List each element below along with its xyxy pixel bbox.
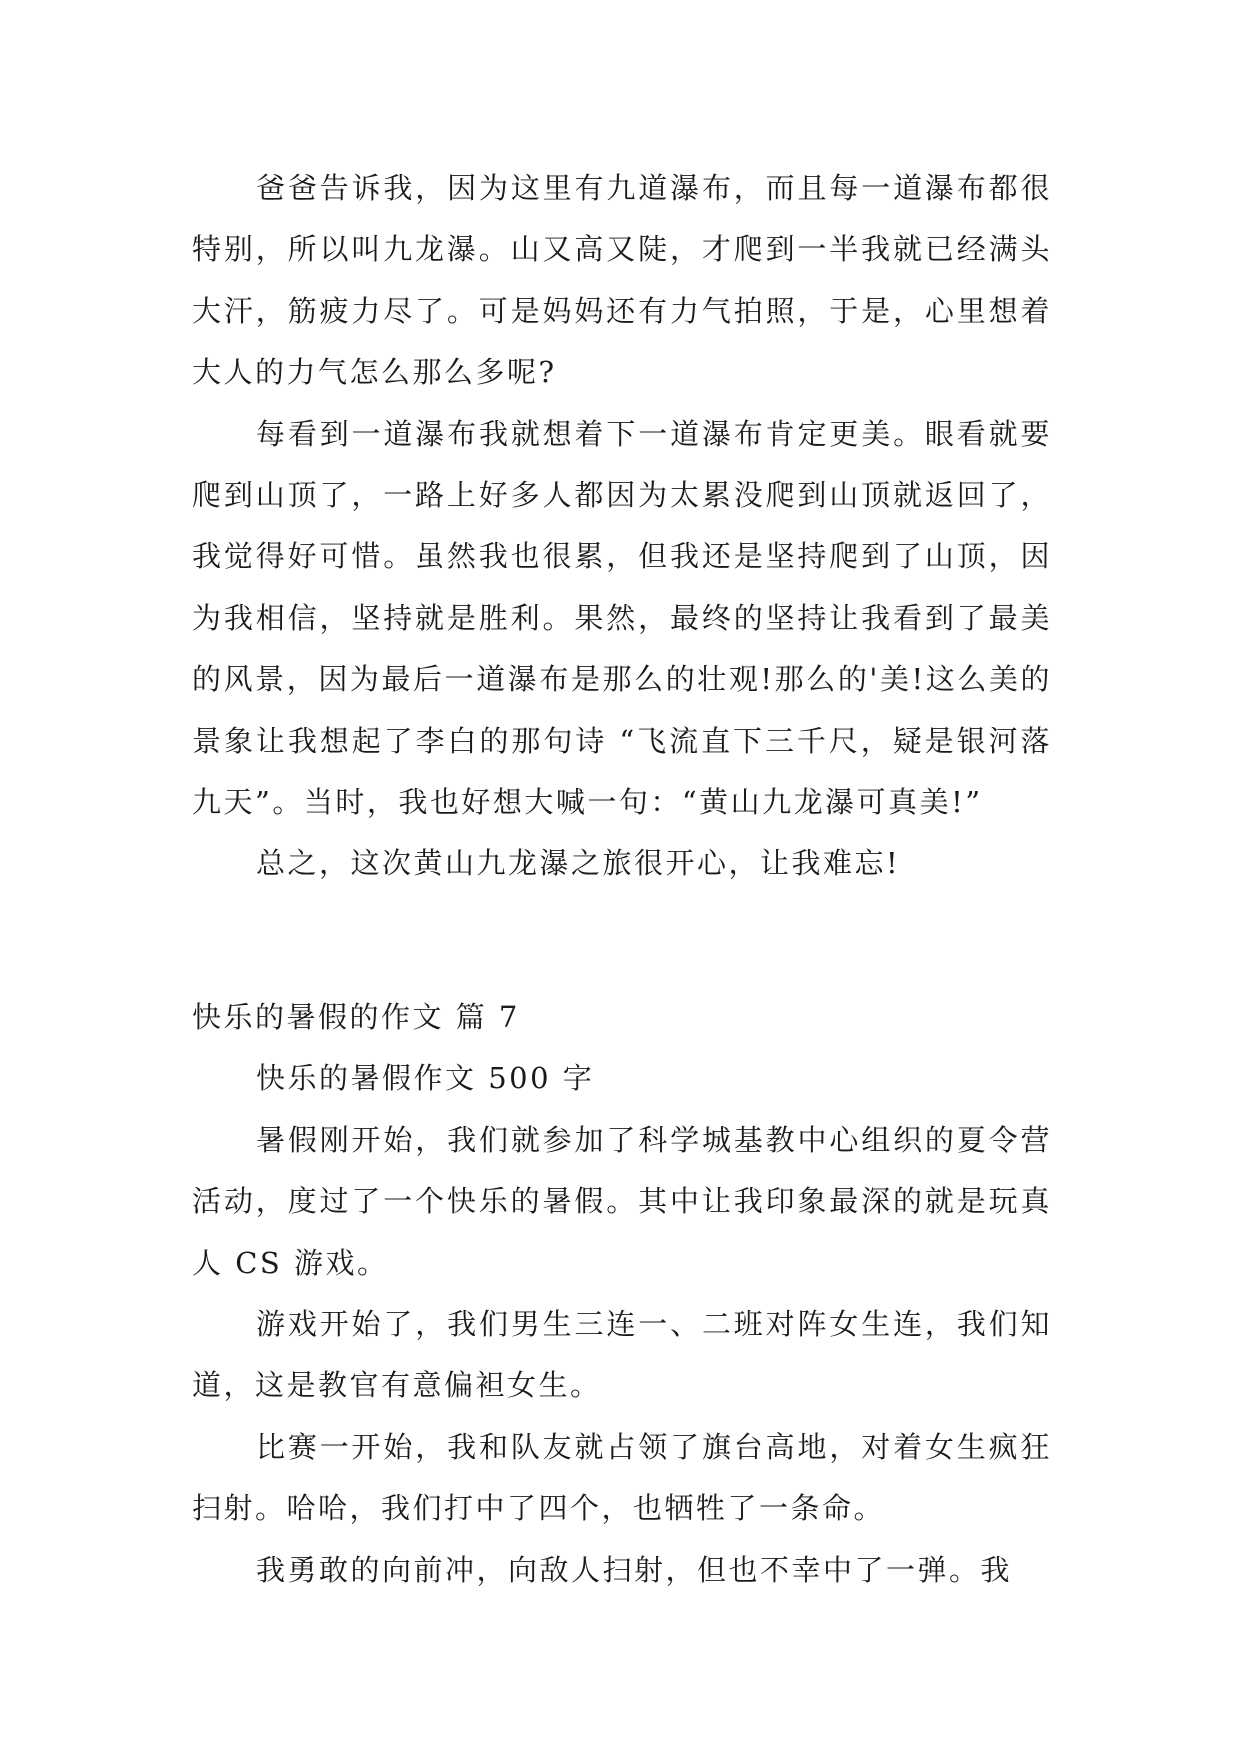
paragraph-game-start: 游戏开始了，我们男生三连一、二班对阵女生连，我们知道，这是教官有意偏袒女生。	[192, 1306, 1052, 1403]
paragraph-match-begin: 比赛一开始，我和队友就占领了旗台高地，对着女生疯狂扫射。哈哈，我们打中了四个，也牺牲了一条命。	[192, 1429, 1052, 1526]
paragraph-conclusion: 总之，这次黄山九龙瀑之旅很开心，让我难忘!	[256, 846, 901, 881]
document-body	[192, 158, 1052, 1601]
essay-subtitle: 快乐的暑假作文 500 字	[256, 1061, 595, 1096]
paragraph-charge: 我勇敢的向前冲，向敌人扫射，但也不幸中了一弹。我	[256, 1552, 1013, 1587]
paragraph-waterfall-name: 爸爸告诉我，因为这里有九道瀑布，而且每一道瀑布都很特别，所以叫九龙瀑。山又高又陡，才爬到一半我就已经满头大汗，筋疲力尽了。可是妈妈还有力气拍照，于是，心里想着大人的力气怎么那么多呢?	[192, 171, 1052, 390]
section-gap	[192, 895, 1052, 987]
section-title: 快乐的暑假的作文 篇 7	[192, 999, 520, 1034]
paragraph-summer-camp: 暑假刚开始，我们就参加了科学城基教中心组织的夏令营活动，度过了一个快乐的暑假。其中让我印象最深的就是玩真人 CS 游戏。	[192, 1122, 1052, 1280]
paragraph-climbing: 每看到一道瀑布我就想着下一道瀑布肯定更美。眼看就要爬到山顶了，一路上好多人都因为太累没爬到山顶就返回了，我觉得好可惜。虽然我也很累，但我还是坚持爬到了山顶，因为我相信，坚持就是胜利。果然，最终的坚持让我看到了最美的风景，因为最后一道瀑布是那么的壮观!那么的'美!这么美的景象让我想起了李白的那句诗 “飞流直下三千尺，疑是银河落九天”。当时，我也好想大喊一句：“黄山九龙瀑可真美!”	[192, 416, 1052, 820]
